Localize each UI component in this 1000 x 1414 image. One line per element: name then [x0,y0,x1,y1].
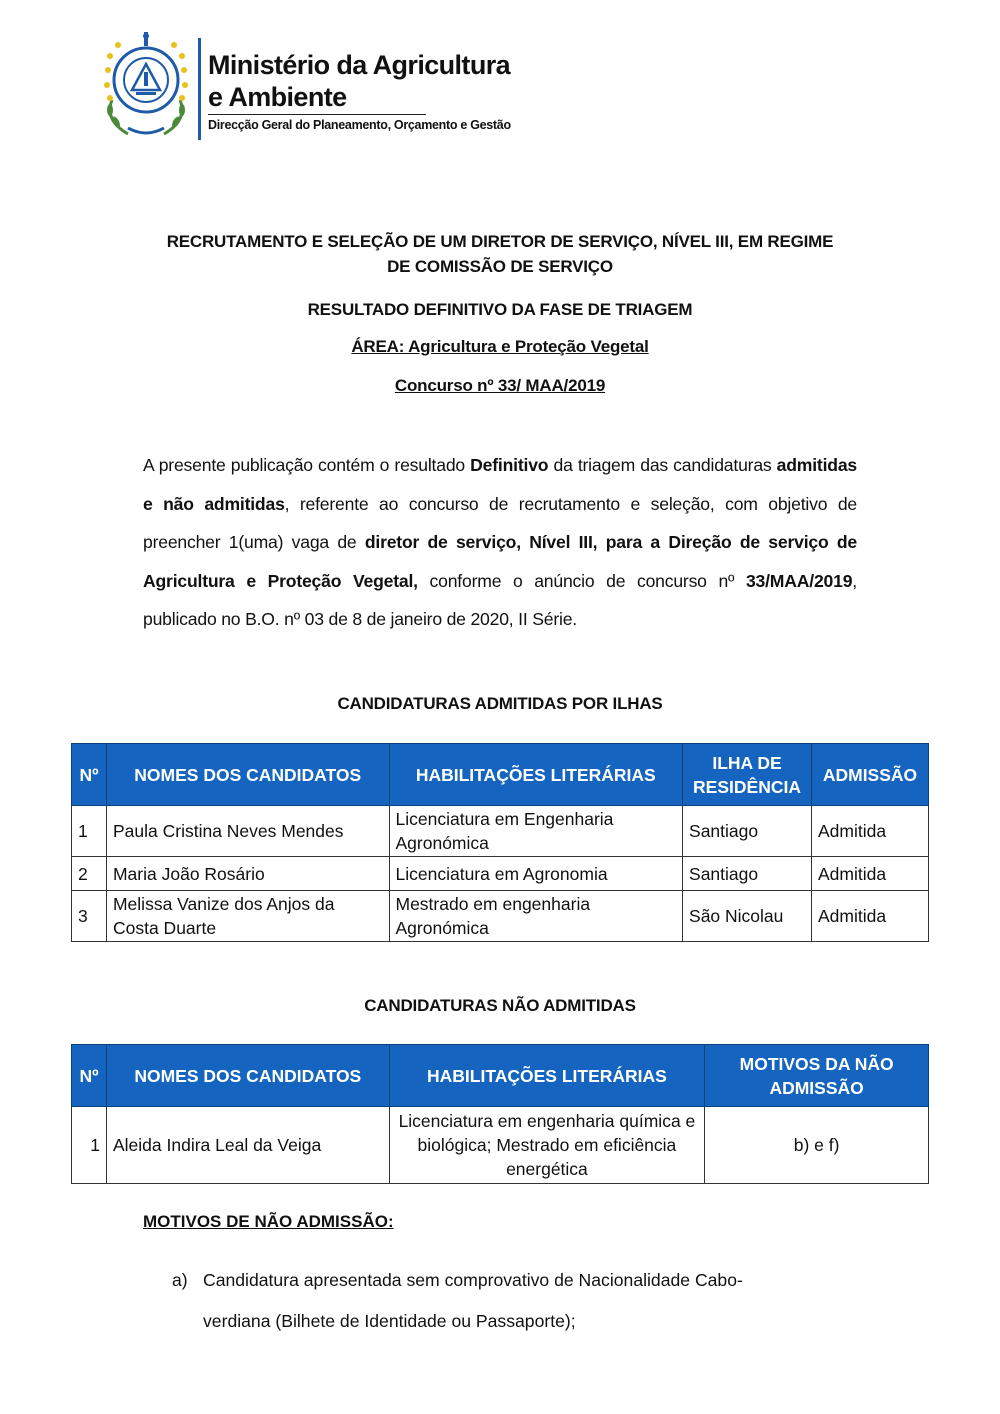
reason-label: a) [172,1270,188,1290]
concurso-title: Concurso nº 33/ MAA/2019 [394,376,606,395]
cell-name: Maria João Rosário [106,857,389,891]
cell-island: São Nicolau [683,891,812,942]
document-title [143,229,857,279]
paragraph-bold: diretor de serviço, Nível III, para a Direção de serviço de Agricultura e Proteção Vegetal, [143,532,857,591]
header-divider [198,38,201,140]
cell-number: 1 [72,806,107,857]
not-admitted-heading: CANDIDATURAS NÃO ADMITIDAS [364,996,636,1015]
title-line-2: DE COMISSÃO DE SERVIÇO [387,257,613,276]
directorate-name: Direcção Geral do Planeamento, Orçamento e Gestão [208,118,511,132]
paragraph-text: da triagem das candidaturas [548,455,777,475]
cell-island: Santiago [683,806,812,857]
national-emblem-icon [98,30,194,142]
cell-number: 1 [72,1107,107,1184]
result-title: RESULTADO DEFINITIVO DA FASE DE TRIAGEM [307,300,693,319]
cell-island: Santiago [683,857,812,891]
reason-text: Candidatura apresentada sem comprovativo de Nacionalidade Cabo-verdiana (Bilhete de Identidade ou Passaporte); [203,1270,743,1331]
col-header-admission: ADMISSÃO [812,744,929,806]
table-header-row [72,744,929,806]
cell-qualifications: Licenciatura em engenharia química e biológica; Mestrado em eficiência energética [389,1107,705,1184]
title-line-1: RECRUTAMENTO E SELEÇÃO DE UM DIRETOR DE SERVIÇO, NÍVEL III, EM REGIME [166,232,834,251]
letterhead [98,30,518,150]
cell-number: 2 [72,857,107,891]
reasons-heading: MOTIVOS DE NÃO ADMISSÃO: [143,1212,394,1231]
table-row [72,857,929,891]
col-header-name: NOMES DOS CANDIDATOS [106,744,389,806]
cell-qualifications: Licenciatura em Engenharia Agronómica [389,806,683,857]
paragraph-bold: Definitivo [470,455,549,475]
paragraph-text: conforme o anúncio de concurso nº [417,570,746,591]
table-row [72,1107,929,1184]
paragraph-text: , publicado no B.O. nº 03 de 8 de janeiro de 2020, II Série. [143,570,857,629]
cell-name: Paula Cristina Neves Mendes [106,806,389,857]
table-row [72,891,929,942]
cell-name: Aleida Indira Leal da Veiga [106,1107,389,1184]
ministry-title-line1: Ministério da Agricultura [208,50,511,80]
cell-admission: Admitida [812,806,929,857]
cell-name: Melissa Vanize dos Anjos da Costa Duarte [106,891,389,942]
col-header-reasons: MOTIVOS DA NÃO ADMISSÃO [705,1045,929,1107]
cell-qualifications: Licenciatura em Agronomia [389,857,683,891]
not-admitted-table [71,1044,929,1184]
ministry-title-line2: e Ambiente [208,82,347,112]
paragraph-bold: admitidas e não admitidas [143,455,857,514]
paragraph-bold: 33/MAA/2019 [745,570,853,591]
col-header-island: ILHA DE RESIDÊNCIA [683,744,812,806]
col-header-number: Nº [72,744,107,806]
cell-reasons: b) e f) [705,1107,929,1184]
cell-qualifications: Mestrado em engenharia Agronómica [389,891,683,942]
col-header-qualifications: HABILITAÇÕES LITERÁRIAS [389,744,683,806]
col-header-number: Nº [72,1045,107,1107]
table-row [72,806,929,857]
paragraph-text: , referente ao concurso de recrutamento e seleção, com objetivo de preencher 1(uma) vaga de [143,493,858,552]
header-rule [208,114,426,115]
cell-admission: Admitida [812,857,929,891]
table-header-row [72,1045,929,1107]
area-title: ÁREA: Agricultura e Proteção Vegetal [351,337,649,356]
col-header-qualifications: HABILITAÇÕES LITERÁRIAS [389,1045,705,1107]
cell-number: 3 [72,891,107,942]
admitted-heading: CANDIDATURAS ADMITIDAS POR ILHAS [337,694,663,713]
col-header-name: NOMES DOS CANDIDATOS [106,1045,389,1107]
intro-paragraph [143,446,857,639]
cell-admission: Admitida [812,891,929,942]
paragraph-text: A presente publicação contém o resultado [143,455,471,475]
admitted-table [71,743,929,942]
